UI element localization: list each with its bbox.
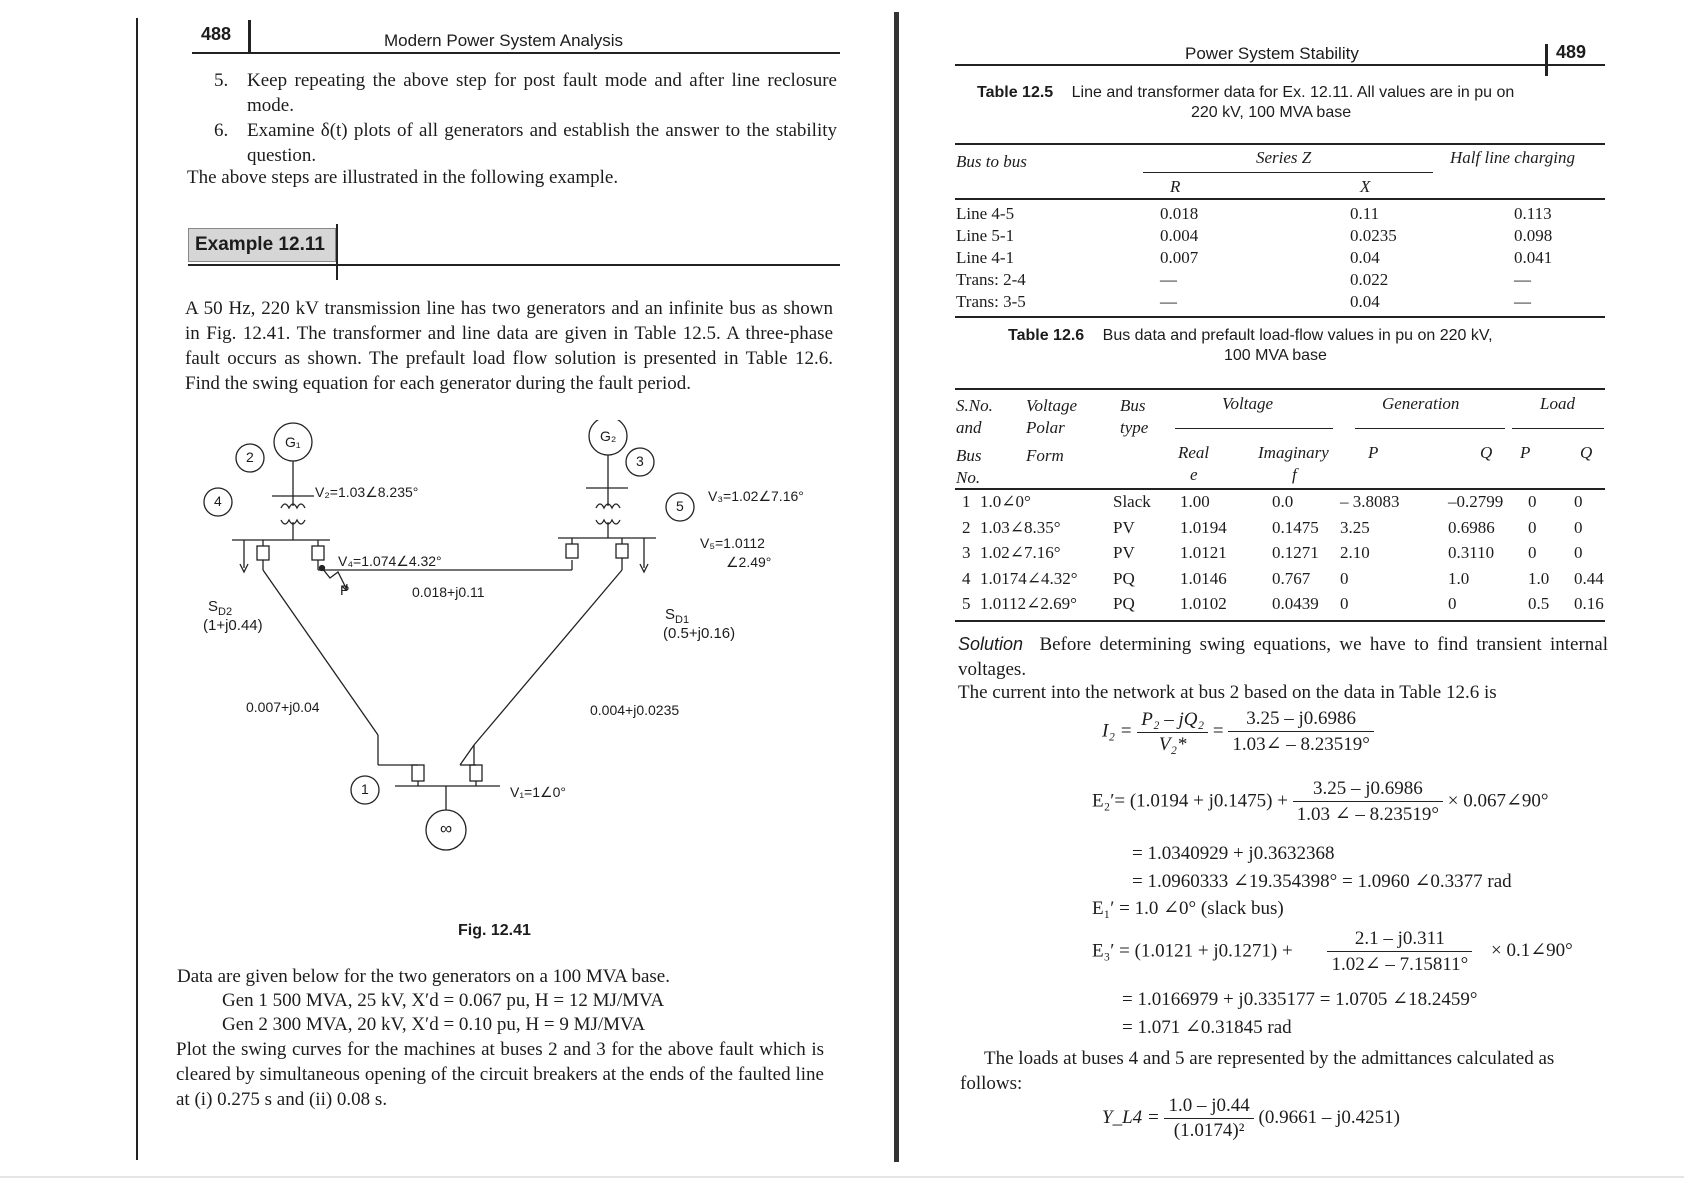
e2-tail: × 0.067∠90° <box>1447 790 1549 812</box>
t6-cell-lp: 0 <box>1528 492 1537 511</box>
t6-h-gp: P <box>1368 443 1379 462</box>
example-rule <box>188 264 840 266</box>
t5-cell-b: 0.113 <box>1514 204 1552 223</box>
t6-h-vp2: Polar <box>1026 418 1065 437</box>
infinite-bus-label: ∞ <box>440 819 453 838</box>
t5-header-r: R <box>1170 177 1181 196</box>
t5-cell-r: — <box>1160 270 1177 289</box>
right-header-rule <box>955 64 1605 66</box>
t6-generation-rule <box>1355 428 1505 429</box>
yl4-den: (1.0174)² <box>1173 1120 1245 1141</box>
load-sd1-symbol <box>665 606 689 626</box>
t6-cell-gp: 3.25 <box>1340 517 1370 537</box>
step-6-text: Examine δ(t) plots of all generators and establish the answer to the stability question. <box>247 120 837 166</box>
t6-cell-gp: 0 <box>1340 594 1349 613</box>
t5-cell-x: 0.022 <box>1350 270 1389 289</box>
equation-e3 <box>1092 928 1573 976</box>
t6-cell-no: 1 <box>962 492 971 511</box>
load-sd2-s: S <box>208 598 219 615</box>
t5-cell-x: 0.04 <box>1350 248 1380 267</box>
t5-cell-r: — <box>1160 292 1177 311</box>
t6-cell-no: 4 <box>962 568 971 588</box>
line-4-1-impedance: 0.007+j0.04 <box>246 699 320 715</box>
t6-cell-lp: 0 <box>1528 517 1537 537</box>
line-5-1-impedance: 0.004+j0.0235 <box>590 702 680 718</box>
t6-h-imag: Imaginary <box>1258 443 1329 462</box>
t6-cell-no: 2 <box>962 517 971 537</box>
t6-cell-e: 1.0194 <box>1180 517 1227 537</box>
equation-i2 <box>1102 708 1374 756</box>
e3-den: 1.02∠ – 7.15811° <box>1331 954 1469 975</box>
t5-cell-x: 0.11 <box>1350 204 1380 223</box>
bus-5-voltage: V₅=1.0112 <box>700 535 765 551</box>
t6-h-bt1: Bus <box>1120 396 1146 415</box>
load-sd2-symbol <box>208 598 232 618</box>
t6-h-vp1: Voltage <box>1026 396 1077 415</box>
t5-cell-r: 0.007 <box>1160 248 1199 267</box>
t6-cell-gp: 2.10 <box>1340 543 1370 562</box>
t6-cell-lp: 1.0 <box>1528 568 1550 588</box>
bus-2-voltage: V₂=1.03∠8.235° <box>315 484 419 500</box>
e3-result-1: = 1.0166979 + j0.335177 = 1.0705 ∠18.2459° <box>1122 989 1478 1010</box>
e2-num: 3.25 – j0.6986 <box>1293 778 1443 802</box>
bus-3-label: 3 <box>636 453 644 469</box>
figure-caption: Fig. 12.41 <box>458 922 531 939</box>
table-12-6-caption-line1: Bus data and prefault load-flow values in pu on 220 kV, <box>1102 327 1493 344</box>
t6-cell-v: 1.03∠8.35° <box>980 517 1061 537</box>
t6-top-rule <box>955 388 1605 390</box>
t6-cell-gq: 0.6986 <box>1448 517 1495 537</box>
i2-equals: = <box>1212 720 1224 742</box>
generator-2-data: Gen 2 300 MVA, 20 kV, X′d = 0.10 pu, H = 9 MJ/MVA <box>222 1014 646 1035</box>
t6-cell-e: 1.0102 <box>1180 594 1227 613</box>
left-page-number: 488 <box>201 24 232 44</box>
left-running-head: Modern Power System Analysis <box>384 31 624 50</box>
t6-h-lp: P <box>1520 443 1531 462</box>
left-header-rule <box>192 52 840 54</box>
table-12-5-caption-line2: 220 kV, 100 MVA base <box>1191 104 1352 121</box>
table-12-6-caption <box>1008 327 1493 345</box>
bus-3-voltage: V₃=1.02∠7.16° <box>708 488 804 504</box>
t6-cell-gq: 1.0 <box>1448 568 1470 588</box>
t6-cell-f: 0.767 <box>1272 568 1311 588</box>
load-sd1-s: S <box>665 606 676 623</box>
t6-h-sno4: No. <box>956 468 981 487</box>
e3-lhs: E₃′ = (1.0121 + j0.1271) + <box>1092 940 1293 962</box>
load-sd1-sub: D1 <box>675 614 690 626</box>
t6-h-real: Real <box>1178 443 1210 462</box>
step-5-number: 5. <box>214 70 229 91</box>
t6-cell-no: 3 <box>962 543 971 562</box>
t6-h-lq: Q <box>1580 443 1593 462</box>
load-sd2-value: (1+j0.44) <box>203 617 263 634</box>
yl4-tail: (0.9661 – j0.4251) <box>1258 1106 1400 1128</box>
t6-load-rule <box>1512 428 1604 429</box>
load-sd2-sub: D2 <box>218 606 233 618</box>
t5-cell-b: 0.041 <box>1514 248 1553 267</box>
t6-cell-lq: 0 <box>1574 517 1583 537</box>
i2-lhs: I₂ = <box>1102 720 1133 742</box>
t6-cell-lq: 0.16 <box>1574 594 1604 613</box>
t5-cell-r: 0.004 <box>1160 226 1199 245</box>
t6-cell-type: PQ <box>1113 594 1135 613</box>
t5-header-bus: Bus to bus <box>956 152 1027 171</box>
t6-cell-e: 1.00 <box>1180 492 1210 511</box>
t6-cell-v: 1.02∠7.16° <box>980 543 1061 562</box>
equation-e1: E₁′ = 1.0 ∠0° (slack bus) <box>1092 898 1284 919</box>
t5-cell-b: 0.098 <box>1514 226 1553 245</box>
steps-followup: The above steps are illustrated in the following example. <box>187 167 619 188</box>
t6-h-e: e <box>1190 465 1198 484</box>
t5-bottom-rule <box>955 316 1605 318</box>
t6-bottom-rule <box>955 620 1605 622</box>
e3-tail: × 0.1∠90° <box>1491 940 1573 962</box>
example-rule-vertical <box>336 224 338 280</box>
table-12-5-label: Table 12.5 <box>977 84 1054 101</box>
line-4-5-impedance: 0.018+j0.11 <box>412 584 485 600</box>
t6-header-rule <box>955 488 1605 490</box>
t6-cell-f: 0.0 <box>1272 492 1294 511</box>
t6-cell-v: 1.0112∠2.69° <box>980 594 1077 613</box>
right-page-number-rule <box>1545 44 1548 76</box>
t6-cell-v: 1.0∠0° <box>980 492 1031 511</box>
t5-cell-bus: Line 4-5 <box>956 204 1015 223</box>
t6-h-f: f <box>1292 465 1297 484</box>
t6-h-sno2: and <box>956 418 982 437</box>
bus-1-label: 1 <box>361 781 369 797</box>
i2-num1: P₂ – jQ₂ <box>1137 709 1208 733</box>
yl4-lhs: Y_L4 = <box>1102 1106 1160 1128</box>
equation-e2 <box>1092 778 1548 826</box>
line-5-1 <box>474 570 622 745</box>
table-12-5-caption <box>977 84 1514 102</box>
t5-cell-bus: Line 5-1 <box>956 226 1015 245</box>
t5-header-rule <box>955 198 1605 200</box>
left-margin-rule <box>136 18 138 1160</box>
i2-den1: V₂* <box>1158 733 1187 755</box>
t6-cell-lp: 0 <box>1528 543 1537 562</box>
t6-cell-type: Slack <box>1113 492 1151 511</box>
left-page-number-rule <box>248 20 251 52</box>
t6-cell-e: 1.0121 <box>1180 543 1227 562</box>
t5-cell-b: — <box>1514 270 1531 289</box>
solution-label: Solution <box>958 634 1024 654</box>
t5-cell-x: 0.0235 <box>1350 226 1397 245</box>
i2-num2: 3.25 – j0.6986 <box>1228 708 1374 732</box>
t5-header-half: Half line charging <box>1450 148 1575 167</box>
t5-cell-bus: Trans: 2-4 <box>956 270 1026 289</box>
table-12-6-label: Table 12.6 <box>1008 327 1085 344</box>
t6-cell-f: 0.1475 <box>1272 517 1319 537</box>
t5-header-series: Series Z <box>1256 148 1312 167</box>
t6-cell-gq: 0.3110 <box>1448 543 1495 562</box>
t6-h-voltage: Voltage <box>1222 394 1273 413</box>
t6-cell-v: 1.0174∠4.32° <box>980 568 1078 588</box>
t6-h-bt2: type <box>1120 418 1149 437</box>
loads-paragraph: The loads at buses 4 and 5 are represented by the admittances calculated as follows: <box>960 1048 1555 1094</box>
generator-1-data: Gen 1 500 MVA, 25 kV, X′d = 0.067 pu, H = 12 MJ/MVA <box>222 990 665 1011</box>
bus-5-label: 5 <box>676 498 684 514</box>
t5-cell-bus: Line 4-1 <box>956 248 1015 267</box>
e3-num: 2.1 – j0.311 <box>1327 928 1472 952</box>
book-gutter <box>894 12 899 1162</box>
t6-cell-type: PQ <box>1113 568 1135 588</box>
t6-cell-type: PV <box>1113 517 1135 537</box>
generator-data-intro: Data are given below for the two generators on a 100 MVA base. <box>177 966 670 987</box>
t6-h-generation: Generation <box>1382 394 1460 413</box>
t5-cell-b: — <box>1514 292 1531 311</box>
generator-g2-label: G₂ <box>600 428 617 444</box>
page-bottom-edge <box>0 1176 1684 1178</box>
example-label-text: Example 12.11 <box>195 234 325 255</box>
t6-cell-no: 5 <box>962 594 971 613</box>
t5-series-rule <box>1143 172 1433 173</box>
t6-h-gq: Q <box>1480 443 1493 462</box>
solution-paragraph <box>958 632 1608 682</box>
right-page-number: 489 <box>1556 42 1587 62</box>
e2-result-1: = 1.0340929 + j0.3632368 <box>1132 843 1335 864</box>
t6-h-load: Load <box>1540 394 1575 413</box>
t6-cell-lq: 0 <box>1574 492 1583 511</box>
t5-cell-x: 0.04 <box>1350 292 1380 311</box>
t5-header-x: X <box>1360 177 1371 196</box>
t6-h-sno3: Bus <box>956 446 982 465</box>
t6-cell-gp: – 3.8083 <box>1340 492 1400 511</box>
solution-text: Before determining swing equations, we have to find transient internal voltages. <box>958 634 1609 680</box>
t5-cell-r: 0.018 <box>1160 204 1199 223</box>
t6-cell-e: 1.0146 <box>1180 568 1227 588</box>
t6-h-vp3: Form <box>1026 446 1064 465</box>
t6-cell-lq: 0.44 <box>1574 568 1604 588</box>
table-12-5-top-rule <box>955 143 1605 145</box>
table-12-5-caption-line1: Line and transformer data for Ex. 12.11. All values are in pu on <box>1071 84 1515 101</box>
generator-g1-label: G₁ <box>285 434 301 450</box>
e3-result-2: = 1.071 ∠0.31845 rad <box>1122 1017 1292 1038</box>
t6-cell-lq: 0 <box>1574 543 1583 562</box>
yl4-num: 1.0 – j0.44 <box>1164 1095 1253 1119</box>
current-intro: The current into the network at bus 2 based on the data in Table 12.6 is <box>958 682 1497 703</box>
t6-cell-gp: 0 <box>1340 568 1349 588</box>
t6-cell-f: 0.0439 <box>1272 594 1319 613</box>
example-label <box>188 228 336 262</box>
t6-cell-lp: 0.5 <box>1528 594 1550 613</box>
load-sd1-value: (0.5+j0.16) <box>663 625 736 642</box>
i2-den2: 1.03∠ – 8.23519° <box>1232 734 1370 755</box>
step-5-text: Keep repeating the above step for post fault mode and after line reclosure mode. <box>247 70 837 116</box>
right-running-head: Power System Stability <box>1185 44 1359 63</box>
bus-1-voltage: V₁=1∠0° <box>510 784 566 800</box>
table-12-6-caption-line2: 100 MVA base <box>1224 347 1327 364</box>
bus-2-label: 2 <box>246 449 254 465</box>
t6-cell-gq: 0 <box>1448 594 1457 613</box>
step-6-number: 6. <box>214 120 229 141</box>
e2-result-2: = 1.0960333 ∠19.354398° = 1.0960 ∠0.3377 rad <box>1132 871 1512 892</box>
bus-4-voltage: V₄=1.074∠4.32° <box>338 553 442 569</box>
t6-h-sno1: S.No. <box>956 396 993 415</box>
bus-4-label: 4 <box>214 493 222 509</box>
fault-label: P <box>340 582 350 598</box>
bus-5-voltage-angle: ∠2.49° <box>726 554 772 570</box>
t6-cell-type: PV <box>1113 543 1135 562</box>
closing-paragraph: Plot the swing curves for the machines at buses 2 and 3 for the above fault which is cleared by simultaneous opening of the circuit breakers at the ends of the faulted line at (i) 0.275 s and (ii) 0.08 s. <box>176 1039 824 1110</box>
example-statement: A 50 Hz, 220 kV transmission line has two generators and an infinite bus as shown in Fig. 12.41. The transformer and line data are given in Table 12.5. A three-phase fault occurs as shown. The prefault load flow solution is presented in Table 12.6. Find the swing equation for each generator during the fault period. <box>185 298 833 394</box>
t6-voltage-rule <box>1175 428 1333 429</box>
e2-den: 1.03 ∠ – 8.23519° <box>1296 804 1439 825</box>
t5-cell-bus: Trans: 3-5 <box>956 292 1026 311</box>
e2-lhs: E₂′= (1.0194 + j0.1475) + <box>1092 790 1288 812</box>
t6-cell-f: 0.1271 <box>1272 543 1319 562</box>
t6-cell-gq: –0.2799 <box>1448 492 1504 511</box>
equation-yl4 <box>1102 1095 1400 1142</box>
